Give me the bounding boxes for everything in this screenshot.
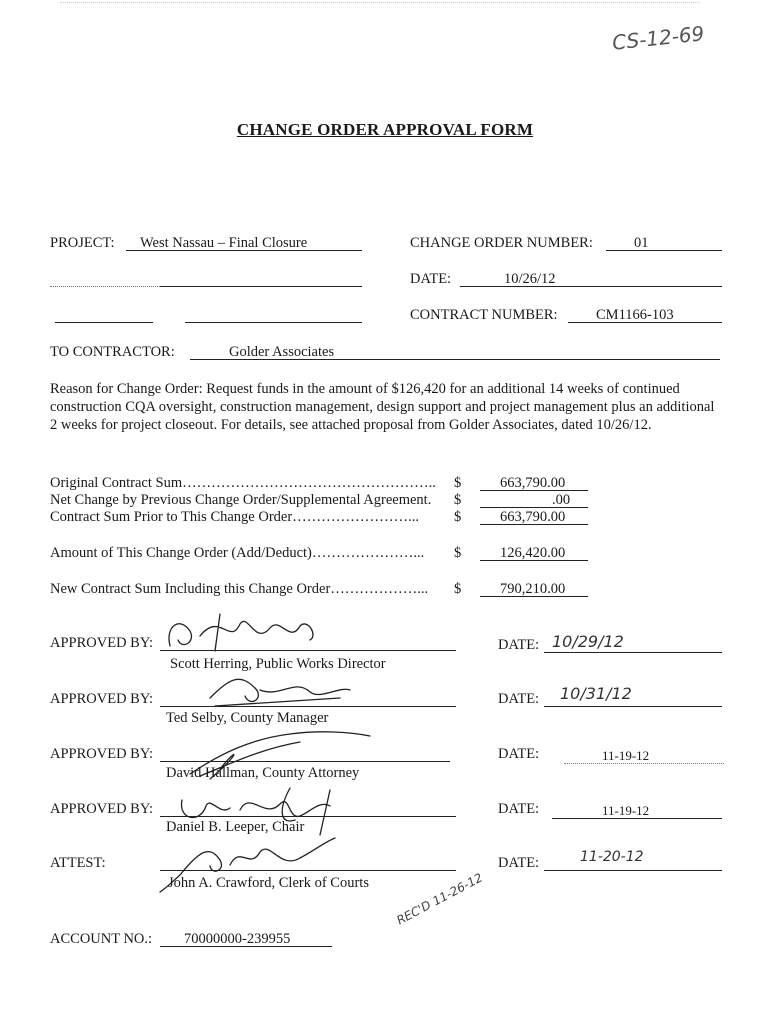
attest-label: ATTEST: — [50, 855, 106, 871]
signature-scott-herring — [160, 606, 340, 656]
page-title: CHANGE ORDER APPROVAL FORM — [236, 120, 534, 139]
change-order-number-label: CHANGE ORDER NUMBER: — [410, 235, 593, 251]
sum-currency: $ — [454, 475, 462, 491]
sum-underline — [480, 524, 588, 525]
date-value-handwritten: 11-20-12 — [580, 849, 644, 865]
approval-label: APPROVED BY: — [50, 635, 154, 651]
contract-number-value: CM1166-103 — [596, 307, 674, 323]
scan-artifact-line — [60, 2, 700, 3]
approver-name: Ted Selby, County Manager — [166, 710, 329, 726]
sum-value-original: 663,790.00 — [500, 475, 566, 491]
date-label: DATE: — [498, 746, 540, 762]
sum-currency: $ — [454, 509, 462, 525]
account-number-label: ACCOUNT NO.: — [50, 931, 153, 947]
date-underline — [460, 286, 722, 287]
date-underline — [544, 870, 722, 871]
contract-number-label: CONTRACT NUMBER: — [410, 307, 558, 323]
sum-underline — [480, 560, 588, 561]
date-label: DATE: — [498, 855, 540, 871]
contractor-value: Golder Associates — [229, 344, 335, 360]
blank-underline — [160, 286, 362, 287]
sum-underline — [480, 490, 588, 491]
sum-value-this-change: 126,420.00 — [500, 545, 566, 561]
approver-name: Daniel B. Leeper, Chair — [166, 819, 305, 835]
date-value: 11-19-12 — [602, 748, 650, 763]
sum-label-original: Original Contract Sum…………………………………………….. — [50, 475, 436, 491]
date-underline — [544, 652, 722, 653]
handwritten-reference: CS-12-69 — [610, 21, 706, 55]
account-underline — [160, 946, 332, 947]
date-value: 10/26/12 — [504, 271, 556, 287]
sum-label-prior: Contract Sum Prior to This Change Order……………………... — [50, 509, 420, 525]
approver-name: David Hallman, County Attorney — [166, 765, 360, 781]
date-underline — [564, 763, 724, 764]
sum-value-net-change: .00 — [552, 492, 571, 508]
change-order-underline — [606, 250, 722, 251]
contract-underline — [568, 322, 722, 323]
approval-label: APPROVED BY: — [50, 691, 154, 707]
sum-currency: $ — [454, 581, 462, 597]
project-underline — [126, 250, 362, 251]
reason-for-change-order: Reason for Change Order: Request funds in the amount of $126,420 for an additional 14 weeks of continued construction CQA oversight, construction management, design support and project management plus an additional 2 weeks for project closeout. For details, see attached proposal from Golder Associates, dated 10/26/12. — [50, 381, 715, 433]
sum-value-new-contract: 790,210.00 — [500, 581, 566, 597]
date-value: 11-19-12 — [602, 803, 650, 818]
date-label: DATE: — [498, 637, 540, 653]
sum-currency: $ — [454, 492, 462, 508]
date-label: DATE: — [498, 691, 540, 707]
sum-underline — [480, 596, 588, 597]
project-label: PROJECT: — [50, 235, 115, 251]
approval-label: APPROVED BY: — [50, 801, 154, 817]
clerk-name: John A. Crawford, Clerk of Courts — [168, 875, 369, 891]
approval-label: APPROVED BY: — [50, 746, 154, 762]
contractor-label: TO CONTRACTOR: — [50, 344, 175, 360]
contractor-underline — [190, 359, 720, 360]
change-order-number-value: 01 — [634, 235, 649, 251]
received-stamp: REC'D 11-26-12 — [394, 870, 485, 928]
date-value-handwritten: 10/29/12 — [552, 632, 624, 651]
sum-label-net-change: Net Change by Previous Change Order/Supplemental Agreement. — [50, 492, 432, 508]
blank-underline-3 — [185, 322, 362, 323]
date-underline — [544, 706, 722, 707]
blank-line — [50, 286, 160, 287]
date-value-handwritten: 10/31/12 — [560, 684, 632, 703]
project-value: West Nassau – Final Closure — [140, 235, 308, 251]
account-number-value: 70000000-239955 — [184, 931, 291, 947]
sum-label-this-change: Amount of This Change Order (Add/Deduct)…………………... — [50, 545, 425, 561]
blank-underline-2 — [55, 322, 153, 323]
date-label: DATE: — [498, 801, 540, 817]
sum-currency: $ — [454, 545, 462, 561]
date-underline — [552, 818, 722, 819]
approver-name: Scott Herring, Public Works Director — [170, 656, 386, 672]
date-label: DATE: — [410, 271, 452, 287]
sum-value-prior: 663,790.00 — [500, 509, 566, 525]
sum-label-new-contract: New Contract Sum Including this Change Order………………... — [50, 581, 429, 597]
